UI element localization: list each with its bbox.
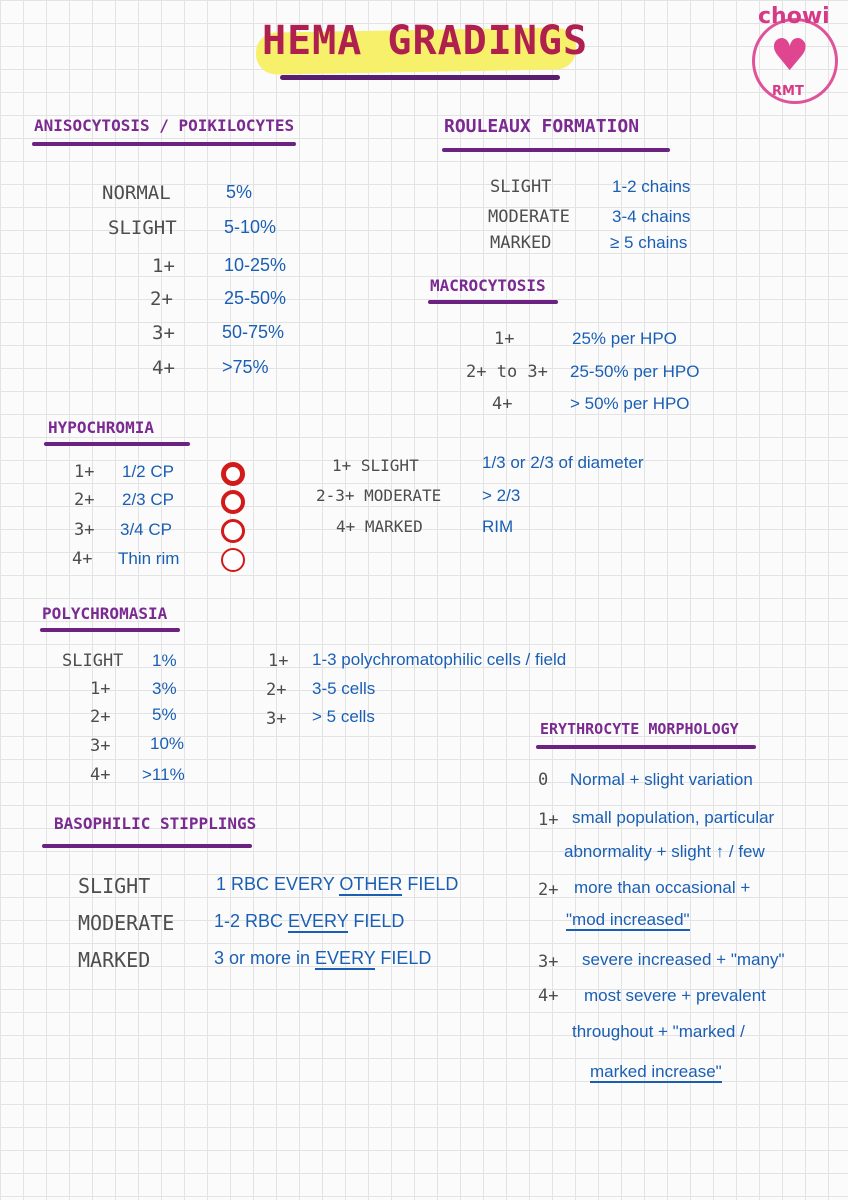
aniso-value: 50-75% — [222, 322, 285, 342]
macro-value: 25% per HPO — [572, 329, 677, 348]
aniso-value: 5% — [226, 182, 253, 202]
baso-value-pre: 1 RBC EVERY — [216, 874, 340, 894]
hypo-ring-2-icon — [221, 490, 245, 514]
poly-grade: 3+ — [90, 736, 111, 756]
baso-heading: BASOPHILIC STIPPLINGS — [54, 814, 257, 833]
baso-grade: SLIGHT — [78, 874, 151, 898]
ery-line: abnormality + slight ↑ / few — [564, 842, 765, 861]
macro-grade: 4+ — [492, 394, 513, 414]
aniso-grade: 2+ — [150, 288, 173, 310]
baso-grade: MODERATE — [78, 911, 175, 935]
hypo-grade: 3+ — [74, 520, 95, 540]
ery-line — [590, 1062, 722, 1082]
ery-line: most severe + prevalent — [584, 986, 766, 1005]
poly-right-grade: 3+ — [266, 709, 287, 729]
ery-grade: 3+ — [538, 952, 559, 972]
hypo-heading: HYPOCHROMIA — [48, 418, 154, 437]
macro-grade: 1+ — [494, 329, 515, 349]
ery-line-underlined: marked increase" — [590, 1062, 722, 1081]
logo-bottom-text: RMT — [772, 84, 804, 99]
aniso-value: >75% — [222, 357, 269, 377]
ery-line: throughout + "marked / — [572, 1022, 745, 1041]
aniso-grade: 4+ — [152, 357, 175, 379]
hypo-ring-1-icon — [221, 462, 245, 486]
poly-right-grade: 1+ — [268, 651, 289, 671]
baso-value-emphasis: OTHER — [339, 874, 403, 894]
rouleaux-heading: ROULEAUX FORMATION — [444, 116, 640, 137]
aniso-grade: 3+ — [152, 322, 175, 344]
rouleaux-grade: MODERATE — [488, 207, 570, 227]
hypo-right-value: > 2/3 — [482, 486, 521, 505]
ery-line: Normal + slight variation — [570, 770, 753, 789]
poly-grade: 4+ — [90, 765, 111, 785]
ery-line: more than occasional + — [574, 878, 751, 897]
hypo-right-grade: 1+ SLIGHT — [332, 456, 419, 475]
ery-grade: 2+ — [538, 880, 559, 900]
baso-value-post: FIELD — [348, 911, 405, 931]
aniso-heading: ANISOCYTOSIS / POIKILOCYTES — [34, 116, 295, 135]
baso-value-post: FIELD — [375, 948, 432, 968]
rouleaux-value: 1-2 chains — [612, 177, 691, 196]
poly-right-value: 3-5 cells — [312, 679, 376, 698]
aniso-grade: SLIGHT — [108, 217, 177, 239]
baso-value — [216, 874, 458, 895]
aniso-grade: NORMAL — [102, 182, 171, 204]
ery-line: small population, particular — [572, 808, 775, 827]
baso-underline — [42, 844, 252, 848]
poly-value: 10% — [150, 734, 185, 753]
poly-value: 3% — [152, 679, 177, 698]
rouleaux-grade: SLIGHT — [490, 177, 552, 197]
poly-heading: POLYCHROMASIA — [42, 604, 168, 623]
ery-grade: 0 — [538, 770, 549, 790]
hypo-grade: 2+ — [74, 490, 95, 510]
hypo-value: 3/4 CP — [120, 520, 172, 539]
hypo-right-value: 1/3 or 2/3 of diameter — [482, 453, 644, 472]
hypo-value: 2/3 CP — [122, 490, 174, 509]
baso-value — [214, 948, 431, 969]
rouleaux-value: ≥ 5 chains — [610, 233, 688, 252]
hypo-ring-4-icon — [221, 548, 245, 572]
aniso-underline — [32, 142, 296, 146]
macro-underline — [428, 300, 558, 304]
hypo-right-value: RIM — [482, 517, 514, 536]
ery-grade: 4+ — [538, 986, 559, 1006]
hypo-right-grade: 4+ MARKED — [336, 517, 423, 536]
aniso-grade: 1+ — [152, 255, 175, 277]
ery-line — [566, 910, 690, 930]
poly-grade: 2+ — [90, 707, 111, 727]
ery-heading: ERYTHROCYTE MORPHOLOGY — [540, 720, 739, 738]
aniso-value: 25-50% — [224, 288, 287, 308]
baso-value-pre: 3 or more in — [214, 948, 316, 968]
hypo-right-grade: 2-3+ MODERATE — [316, 486, 442, 505]
aniso-value: 10-25% — [224, 255, 287, 275]
baso-value-emphasis: EVERY — [288, 911, 349, 931]
baso-value-emphasis: EVERY — [315, 948, 376, 968]
poly-right-value: 1-3 polychromatophilic cells / field — [312, 650, 567, 669]
poly-value: >11% — [142, 765, 185, 784]
rouleaux-underline — [442, 148, 670, 152]
baso-value — [214, 911, 404, 932]
hypo-value: Thin rim — [118, 549, 180, 568]
ery-underline — [536, 745, 756, 749]
logo-top-text: chowi — [758, 4, 830, 29]
macro-grade: 2+ to 3+ — [466, 362, 548, 382]
baso-value-post: FIELD — [402, 874, 459, 894]
baso-grade: MARKED — [78, 948, 151, 972]
hypo-underline — [44, 442, 190, 446]
poly-underline — [40, 628, 180, 632]
page-title: HEMA GRADINGS — [262, 18, 589, 64]
macro-value: > 50% per HPO — [570, 394, 690, 413]
poly-value: 5% — [152, 705, 177, 724]
poly-grade: 1+ — [90, 679, 111, 699]
aniso-value: 5-10% — [224, 217, 277, 237]
rouleaux-value: 3-4 chains — [612, 207, 691, 226]
title-underline — [280, 75, 560, 80]
hypo-grade: 1+ — [74, 462, 95, 482]
hypo-value: 1/2 CP — [122, 462, 174, 481]
poly-value: 1% — [152, 651, 177, 670]
ery-line-underlined: "mod increased" — [566, 910, 690, 929]
macro-heading: MACROCYTOSIS — [430, 276, 546, 295]
rouleaux-grade: MARKED — [490, 233, 552, 253]
ery-line: severe increased + "many" — [582, 950, 785, 969]
poly-right-value: > 5 cells — [312, 707, 375, 726]
baso-value-pre: 1-2 RBC — [214, 911, 289, 931]
macro-value: 25-50% per HPO — [570, 362, 700, 381]
hypo-ring-3-icon — [221, 519, 245, 543]
heart-icon: ♥ — [770, 30, 810, 81]
poly-right-grade: 2+ — [266, 680, 287, 700]
ery-grade: 1+ — [538, 810, 559, 830]
poly-grade: SLIGHT — [62, 651, 124, 671]
hypo-grade: 4+ — [72, 549, 93, 569]
